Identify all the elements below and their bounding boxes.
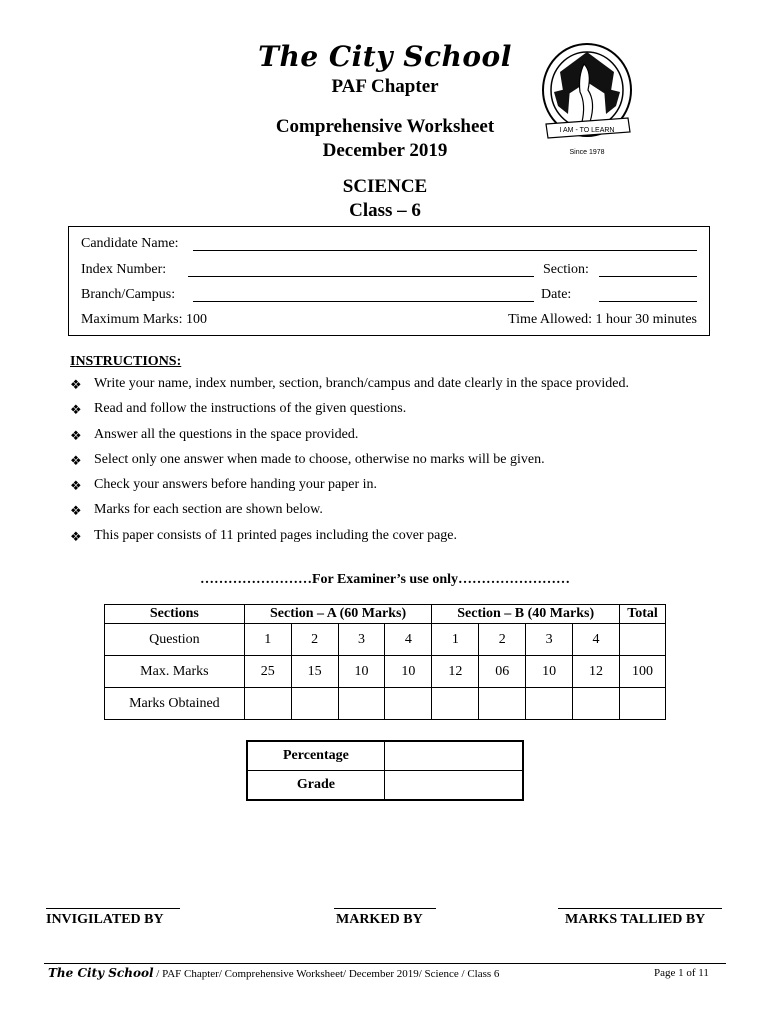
branch-campus-label: Branch/Campus: — [81, 287, 176, 302]
obtained-total-cell[interactable] — [620, 688, 666, 720]
table-row — [105, 656, 666, 688]
chapter-title: PAF Chapter — [331, 76, 439, 97]
table-header-row — [105, 605, 666, 624]
obtained-cell[interactable] — [291, 688, 338, 720]
footer-divider — [44, 963, 726, 964]
total-empty-cell — [620, 624, 666, 656]
invigilator-signature-line[interactable] — [46, 908, 180, 909]
table-row — [105, 688, 666, 720]
date-label: Date: — [541, 287, 572, 302]
footer-path: / PAF Chapter/ Comprehensive Worksheet/ December 2019/ Science / Class 6 — [156, 968, 500, 980]
question-number: 3 — [338, 624, 385, 656]
logo-motto: I AM - TO LEARN — [559, 127, 615, 134]
header-section-b: Section – B (40 Marks) — [432, 605, 620, 624]
diamond-bullet-icon: ❖ — [70, 427, 82, 443]
time-allowed: Time Allowed: 1 hour 30 minutes — [508, 312, 697, 327]
instruction-item: ❖ Write your name, index number, section, branch/campus and date clearly in the space provided. — [70, 376, 629, 392]
max-mark-cell: 25 — [244, 656, 291, 688]
question-number: 4 — [385, 624, 432, 656]
obtained-cell[interactable] — [526, 688, 573, 720]
diamond-bullet-icon: ❖ — [70, 478, 82, 494]
question-label: Question — [105, 624, 245, 656]
candidate-info-box — [68, 226, 710, 336]
header-total: Total — [620, 605, 666, 624]
instruction-item: ❖ Select only one answer when made to choose, otherwise no marks will be given. — [70, 451, 545, 468]
header-sections: Sections — [105, 605, 245, 624]
max-total-cell: 100 — [620, 656, 666, 688]
diamond-bullet-icon: ❖ — [70, 503, 82, 519]
instructions-list — [70, 376, 730, 553]
marks-table — [104, 604, 666, 720]
obtained-cell[interactable] — [244, 688, 291, 720]
worksheet-title: Comprehensive Worksheet — [275, 116, 495, 137]
percentage-label: Percentage — [247, 741, 384, 771]
diamond-bullet-icon: ❖ — [70, 377, 82, 392]
subject-title: SCIENCE — [342, 176, 428, 197]
footer-text — [48, 966, 499, 980]
school-name: The City School — [258, 40, 512, 73]
school-logo — [540, 42, 634, 160]
instruction-item: ❖ Answer all the questions in the space provided. — [70, 426, 359, 443]
marked-by-label: MARKED BY — [336, 912, 423, 927]
invigilated-by-label: INVIGILATED BY — [46, 912, 164, 927]
examiner-use-heading: ……………………For Examiner’s use only…………………… — [199, 572, 571, 587]
footer-school-name: The City School — [48, 966, 154, 980]
worksheet-date: December 2019 — [322, 140, 448, 161]
question-number: 2 — [479, 624, 526, 656]
max-mark-cell: 12 — [573, 656, 620, 688]
header-section-a: Section – A (60 Marks) — [244, 605, 432, 624]
grade-label: Grade — [247, 771, 384, 801]
max-mark-cell: 06 — [479, 656, 526, 688]
marker-signature-line[interactable] — [334, 908, 436, 909]
diamond-bullet-icon: ❖ — [70, 528, 82, 544]
page-number: Page 1 of 11 — [654, 967, 709, 979]
tallier-signature-line[interactable] — [558, 908, 722, 909]
section-field[interactable] — [599, 262, 697, 277]
diamond-bullet-icon: ❖ — [70, 402, 82, 418]
candidate-name-field[interactable] — [193, 236, 697, 251]
max-mark-cell: 12 — [432, 656, 479, 688]
question-number: 1 — [432, 624, 479, 656]
candidate-name-label: Candidate Name: — [81, 236, 179, 251]
obtained-cell[interactable] — [432, 688, 479, 720]
question-number: 4 — [573, 624, 620, 656]
max-mark-cell: 10 — [526, 656, 573, 688]
max-marks-label: Max. Marks — [105, 656, 245, 688]
table-row — [105, 624, 666, 656]
question-number: 3 — [526, 624, 573, 656]
instruction-item: ❖ This paper consists of 11 printed pages including the cover page. — [70, 527, 457, 544]
max-mark-cell: 15 — [291, 656, 338, 688]
max-mark-cell: 10 — [338, 656, 385, 688]
obtained-cell[interactable] — [385, 688, 432, 720]
marks-obtained-label: Marks Obtained — [105, 688, 245, 720]
obtained-cell[interactable] — [573, 688, 620, 720]
max-mark-cell: 10 — [385, 656, 432, 688]
index-number-field[interactable] — [188, 262, 534, 277]
instructions-heading: INSTRUCTIONS: — [70, 354, 182, 369]
obtained-cell[interactable] — [338, 688, 385, 720]
percentage-cell[interactable] — [384, 741, 523, 771]
class-title: Class – 6 — [349, 200, 421, 221]
grade-table — [246, 740, 524, 801]
date-field[interactable] — [599, 287, 697, 302]
question-number: 2 — [291, 624, 338, 656]
index-number-label: Index Number: — [81, 262, 167, 277]
branch-campus-field[interactable] — [193, 287, 534, 302]
instruction-item: ❖ Check your answers before handing your paper in. — [70, 477, 378, 494]
maximum-marks: Maximum Marks: 100 — [81, 312, 207, 327]
obtained-cell[interactable] — [479, 688, 526, 720]
section-label: Section: — [543, 262, 589, 277]
instruction-item: ❖ Marks for each section are shown below. — [70, 502, 323, 519]
grade-cell[interactable] — [384, 771, 523, 801]
diamond-bullet-icon: ❖ — [70, 452, 82, 468]
instruction-item: ❖ Read and follow the instructions of the given questions. — [70, 401, 407, 418]
marks-tallied-by-label: MARKS TALLIED BY — [565, 912, 706, 927]
logo-since: Since 1978 — [569, 149, 605, 156]
question-number: 1 — [244, 624, 291, 656]
